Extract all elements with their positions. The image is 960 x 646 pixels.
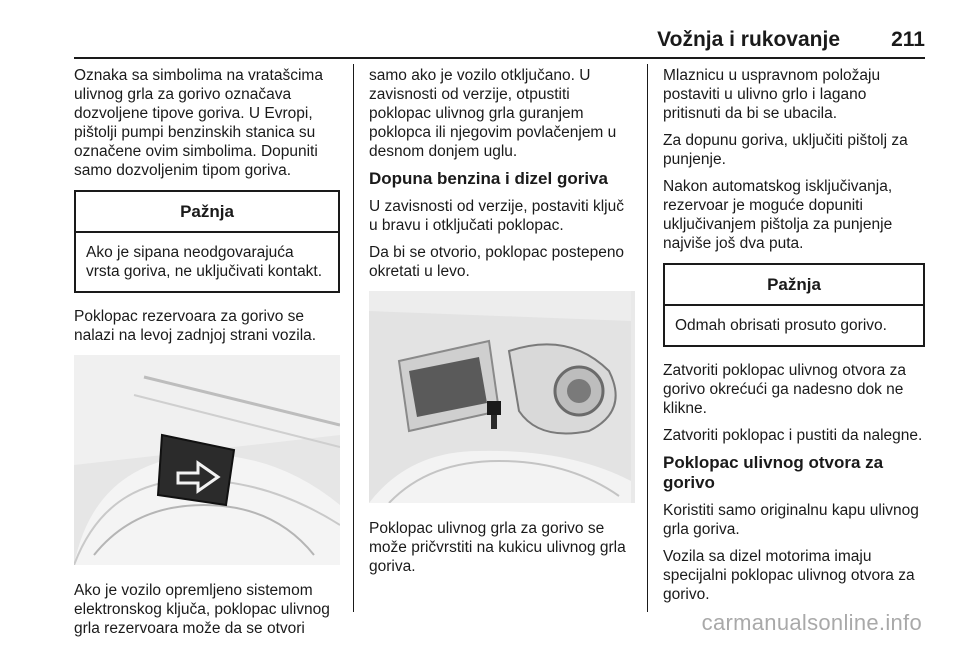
paragraph: Zatvoriti poklopac i pustiti da nalegne.: [663, 427, 923, 444]
paragraph: samo ako je vozilo otključano. U zavisnosti od verzije, otpustiti poklopac ulivnog grla guranjem poklopca ili njegovim povlačenjem u desnom donjem uglu.: [369, 67, 617, 160]
watermark: carmanualsonline.info: [701, 610, 922, 635]
notice-title: Pažnja: [76, 192, 338, 233]
paragraph: Vozila sa dizel motorima imaju specijalni poklopac ulivnog otvora za gorivo.: [663, 548, 915, 603]
notice-box: [663, 263, 925, 347]
column-1: [74, 66, 340, 646]
column-2: [369, 66, 635, 584]
column-divider: [353, 64, 354, 612]
page-number: 211: [891, 28, 925, 51]
header-divider: [74, 57, 925, 59]
paragraph: Poklopac ulivnog grla za gorivo se može pričvrstiti na kukicu ulivnog grla goriva.: [369, 520, 626, 575]
paragraph: Poklopac rezervoara za gorivo se nalazi na levoj zadnjoj strani vozila.: [74, 308, 317, 344]
paragraph: Nakon automatskog isključivanja, rezervoar je moguće dopuniti uključivanjem pištolja za punjenje najviše još dva puta.: [663, 178, 893, 252]
paragraph: Da bi se otvorio, poklopac postepeno okretati u levo.: [369, 244, 625, 280]
column-3: [663, 66, 925, 612]
notice-text: Odmah obrisati prosuto gorivo.: [675, 317, 887, 334]
paragraph: Koristiti samo originalnu kapu ulivnog grla goriva.: [663, 502, 919, 538]
paragraph: Ako je vozilo opremljeno sistemom elektronskog ključa, poklopac ulivnog grla rezervoara može da se otvori: [74, 582, 330, 637]
column-divider: [647, 64, 648, 612]
paragraph: Zatvoriti poklopac ulivnog otvora za gorivo okrećući ga nadesno dok ne klikne.: [663, 362, 906, 417]
notice-title: Pažnja: [665, 265, 923, 306]
paragraph: U zavisnosti od verzije, postaviti ključ u bravu i otključati poklopac.: [369, 198, 624, 234]
section-heading: Poklopac ulivnog otvora za gorivo: [663, 453, 884, 492]
page-header-title: Vožnja i rukovanje: [657, 28, 840, 51]
notice-text: Ako je sipana neodgovarajuća vrsta goriva, ne uključivati kontakt.: [86, 244, 323, 280]
fuel-door-location-illustration: [74, 355, 340, 565]
paragraph: Za dopunu goriva, uključiti pištolj za punjenje.: [663, 132, 908, 168]
paragraph: Oznaka sa simbolima na vratašcima ulivnog grla za gorivo označava dozvoljene tipove goriva. U Evropi, pištolji pumpi benzinskih stanica su označene ovim simbolima. Dopuniti samo dozvoljenim tipom goriva.: [74, 67, 323, 179]
notice-box: [74, 190, 340, 293]
fuel-cap-open-illustration: [369, 291, 635, 503]
section-heading: Dopuna benzina i dizel goriva: [369, 169, 608, 188]
paragraph: Mlaznicu u uspravnom položaju postaviti u ulivno grlo i lagano pritisnuti da bi se ubacila.: [663, 67, 881, 122]
